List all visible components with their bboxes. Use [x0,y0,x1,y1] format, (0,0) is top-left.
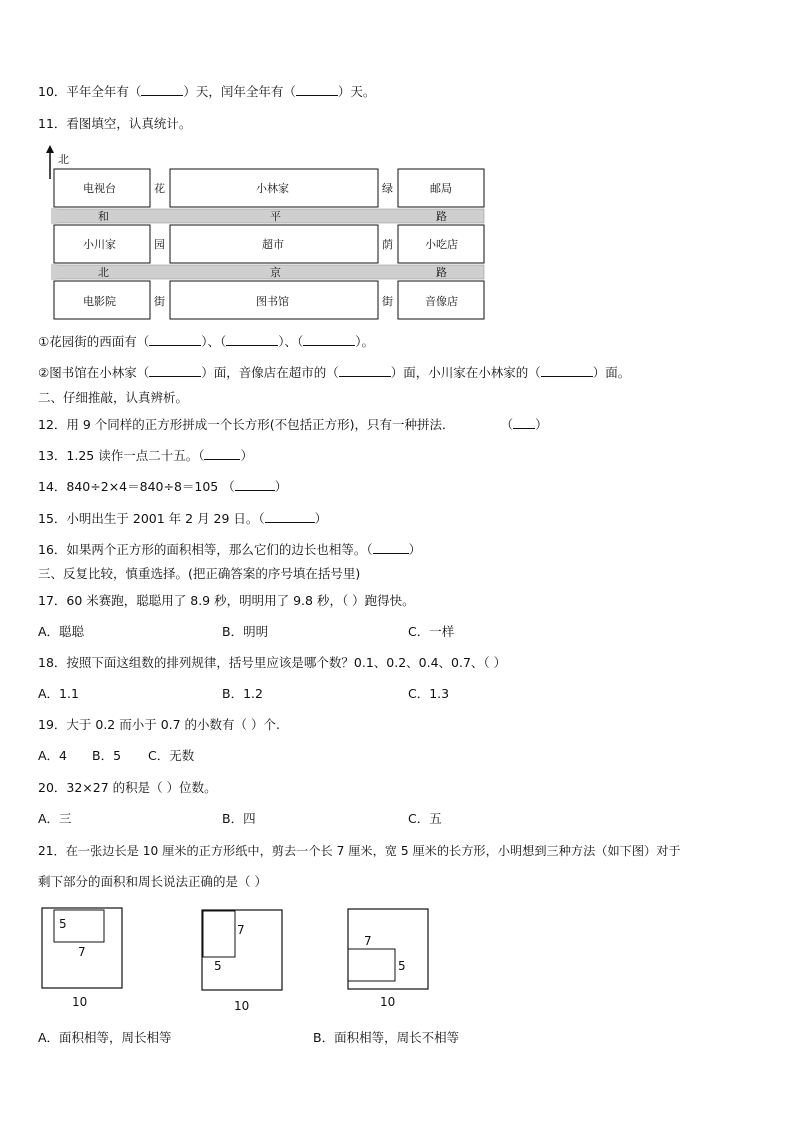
beijing-road [54,265,484,279]
question-14: 14．840÷2×4＝840÷8＝105 （ ） [38,479,288,494]
block-xiaolin-home: 小林家 [256,182,289,195]
road-huayuan-char: 花 [154,182,165,195]
option-a[interactable]: A．三 [38,811,72,826]
answer-blank[interactable] [296,83,338,96]
section-2-heading: 二、仔细推敲，认真辨析。 [38,390,189,405]
option-b[interactable]: B．面积相等，周长不相等 [313,1030,460,1045]
block-cinema: 电影院 [83,295,116,308]
road-huayuan-char: 街 [154,295,165,308]
side-label: 10 [380,995,396,1009]
question-15: 15．小明出生于 2001 年 2 月 29 日。（ ） [38,511,328,526]
answer-blank[interactable] [149,333,201,346]
question-21-cont: 剩下部分的面积和周长说法正确的是（ ） [38,874,267,889]
length-label: 7 [237,923,245,937]
question-10: 10．平年全年有（ ）天，闰年全年有（ ）天。 [38,84,376,99]
cut-rectangle [348,949,395,981]
road-lvyin-char: 街 [382,295,393,308]
question-11: 11．看图填空，认真统计。 [38,116,192,131]
question-11-part-2: ②图书馆在小林家（ ）面，音像店在超市的（ ）面，小川家在小林家的（ ）面。 [38,365,631,380]
road-lvyin-char: 荫 [382,238,393,251]
question-21: 21．在一张边长是 10 厘米的正方形纸中，剪去一个长 7 厘米，宽 5 厘米的长方形，小明想到三种方法（如下图）对于 [38,844,681,858]
answer-blank[interactable] [204,447,240,460]
answer-blank[interactable] [265,510,315,523]
answer-blank[interactable] [339,364,391,377]
option-a[interactable]: A．4 [38,748,68,763]
option-b[interactable]: B．1.2 [222,686,263,701]
answer-blank[interactable] [303,333,355,346]
option-c[interactable]: C．一样 [408,624,455,639]
block-audio-store: 音像店 [425,295,458,308]
block-xiaochuan-home: 小川家 [83,238,116,251]
answer-blank[interactable] [541,364,593,377]
option-c[interactable]: C．五 [408,811,442,826]
option-c[interactable]: C．无数 [148,748,195,763]
option-a[interactable]: A．1.1 [38,686,79,701]
answer-blank[interactable] [513,416,535,429]
question-17: 17．60 米赛跑，聪聪用了 8.9 秒，明明用了 9.8 秒，（ ）跑得快。 [38,593,415,608]
north-label: 北 [58,153,69,166]
road-huayuan-char: 园 [154,238,165,251]
cut-rectangle [203,911,235,957]
street-map [38,143,488,323]
answer-blank[interactable] [141,83,183,96]
width-label: 5 [398,959,406,973]
figure-2 [198,906,288,1016]
question-13: 13．1.25 读作一点二十五。（ ） [38,448,253,463]
answer-blank[interactable] [149,364,201,377]
length-label: 7 [364,934,372,948]
question-16: 16．如果两个正方形的面积相等，那么它们的边长也相等。（ ） [38,542,422,557]
road-beijing-char: 北 [98,266,109,279]
question-18: 18．按照下面这组数的排列规律，括号里应该是哪个数？0.1、0.2、0.4、0.7、（ ） [38,655,507,670]
block-post-office: 邮局 [430,182,452,195]
length-label: 7 [78,945,86,959]
block-snack-shop: 小吃店 [425,238,458,251]
hoping-road [54,209,484,223]
north-arrowhead-icon [46,145,54,153]
answer-blank[interactable] [373,541,409,554]
road-heping-char: 平 [270,210,281,223]
option-b[interactable]: B．明明 [222,624,269,639]
road-lvyin-char: 绿 [382,182,393,195]
option-a[interactable]: A．聪聪 [38,624,85,639]
road-beijing-char: 路 [436,266,447,279]
block-tv-station: 电视台 [83,182,116,195]
side-label: 10 [72,995,88,1009]
option-a[interactable]: A．面积相等，周长相等 [38,1030,172,1045]
width-label: 5 [59,917,67,931]
block-supermarket: 超市 [262,238,284,251]
side-label: 10 [234,999,250,1013]
figure-1 [38,906,128,1012]
width-label: 5 [214,959,222,973]
section-3-heading: 三、反复比较，慎重选择。(把正确答案的序号填在括号里) [38,566,361,581]
block-library: 图书馆 [256,295,289,308]
question-20: 20．32×27 的积是（ ）位数。 [38,780,217,795]
question-19: 19．大于 0.2 而小于 0.7 的小数有（ ）个. [38,717,281,732]
option-b[interactable]: B．5 [92,748,122,763]
question-11-part-1: ①花园街的西面有（ ）、（ ）、（ ）。 [38,334,375,349]
road-heping-char: 和 [98,210,109,223]
option-c[interactable]: C．1.3 [408,686,450,701]
answer-blank[interactable] [235,478,275,491]
road-heping-char: 路 [436,210,447,223]
question-12: 12．用 9 个同样的正方形拼成一个长方形(不包括正方形)，只有一种拼法． （ ） [38,417,548,432]
option-b[interactable]: B．四 [222,811,256,826]
answer-blank[interactable] [226,333,278,346]
figure-3 [344,906,434,1012]
road-beijing-char: 京 [270,266,281,279]
